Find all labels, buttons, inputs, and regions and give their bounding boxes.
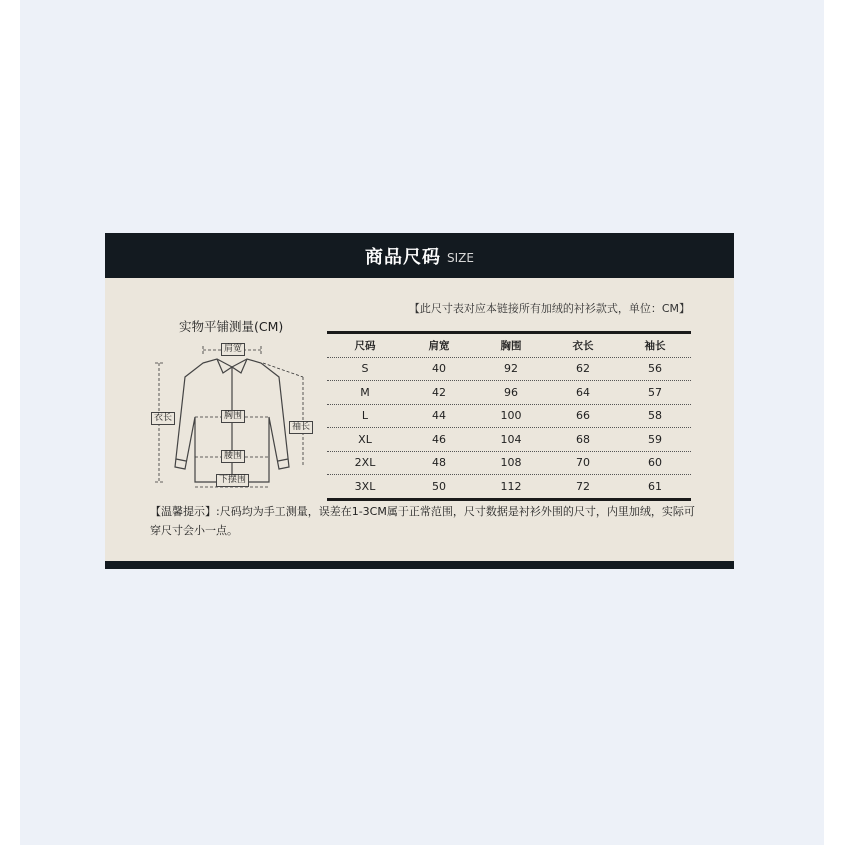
- sleeve-cell: 59: [648, 432, 662, 446]
- sleeve-cell: 56: [648, 362, 662, 376]
- table-header-row: [327, 334, 691, 358]
- diagram-title: 实物平铺测量(CM): [179, 319, 284, 334]
- length-cell: 70: [576, 456, 590, 470]
- header-cell: 肩宽: [428, 339, 450, 352]
- header-cell: 胸围: [500, 339, 522, 352]
- sleeve-cell: 61: [648, 479, 662, 493]
- table-row: [327, 428, 691, 452]
- size-table: [327, 331, 691, 501]
- table-row: [327, 358, 691, 382]
- chest-cell: 96: [504, 385, 518, 399]
- waist-label: 腰围: [221, 450, 245, 463]
- chest-cell: 100: [500, 409, 522, 423]
- size-cell: L: [361, 409, 369, 423]
- size-cell: 2XL: [354, 456, 376, 470]
- sleeve-cell: 57: [648, 385, 662, 399]
- shoulder-cell: 42: [432, 385, 446, 399]
- tips-note: 【温馨提示】:尺码均为手工测量，误差在1-3CM属于正常范围，尺寸数据是衬衫外围的尺寸，内里加绒，实际可穿尺寸会小一点。: [150, 505, 695, 537]
- length-cell: 66: [576, 409, 590, 423]
- sleeve-cell: 60: [648, 456, 662, 470]
- table-row: [327, 381, 691, 405]
- header-cell: 尺码: [354, 339, 376, 352]
- size-cell: 3XL: [354, 479, 376, 493]
- chest-cell: 108: [500, 456, 522, 470]
- unit-note: 【此尺寸表对应本链接所有加绒的衬衫款式，单位：CM】: [408, 302, 690, 315]
- chest-cell: 104: [500, 432, 522, 446]
- table-row: [327, 452, 691, 476]
- size-cell: S: [361, 362, 369, 376]
- hem-label: 下摆围: [216, 474, 249, 487]
- header-cell: 袖长: [644, 339, 666, 352]
- header-bar: [105, 233, 734, 278]
- length-cell: 68: [576, 432, 590, 446]
- table-row: [327, 405, 691, 429]
- chest-label: 胸围: [221, 410, 245, 423]
- chest-cell: 92: [504, 362, 518, 376]
- shoulder-cell: 40: [432, 362, 446, 376]
- table-row: [327, 475, 691, 498]
- shirt-measurement-diagram: [151, 337, 313, 493]
- sleeve-label: 袖长: [289, 421, 313, 434]
- length-cell: 64: [576, 385, 590, 399]
- shoulder-cell: 44: [432, 409, 446, 423]
- size-chart-card: [105, 233, 734, 569]
- shoulder-cell: 50: [432, 479, 446, 493]
- length-label: 衣长: [151, 412, 175, 425]
- shoulder-cell: 48: [432, 456, 446, 470]
- length-cell: 72: [576, 479, 590, 493]
- footer-bar: [105, 561, 734, 569]
- size-cell: M: [360, 385, 370, 399]
- size-cell: XL: [358, 432, 372, 446]
- shoulder-cell: 46: [432, 432, 446, 446]
- shoulder-label: 肩宽: [221, 343, 245, 356]
- header-subtitle: SIZE: [447, 250, 474, 265]
- sleeve-cell: 58: [648, 409, 662, 423]
- header-title: 商品尺码: [365, 246, 442, 268]
- chest-cell: 112: [500, 479, 522, 493]
- header-cell: 衣长: [572, 339, 594, 352]
- length-cell: 62: [576, 362, 590, 376]
